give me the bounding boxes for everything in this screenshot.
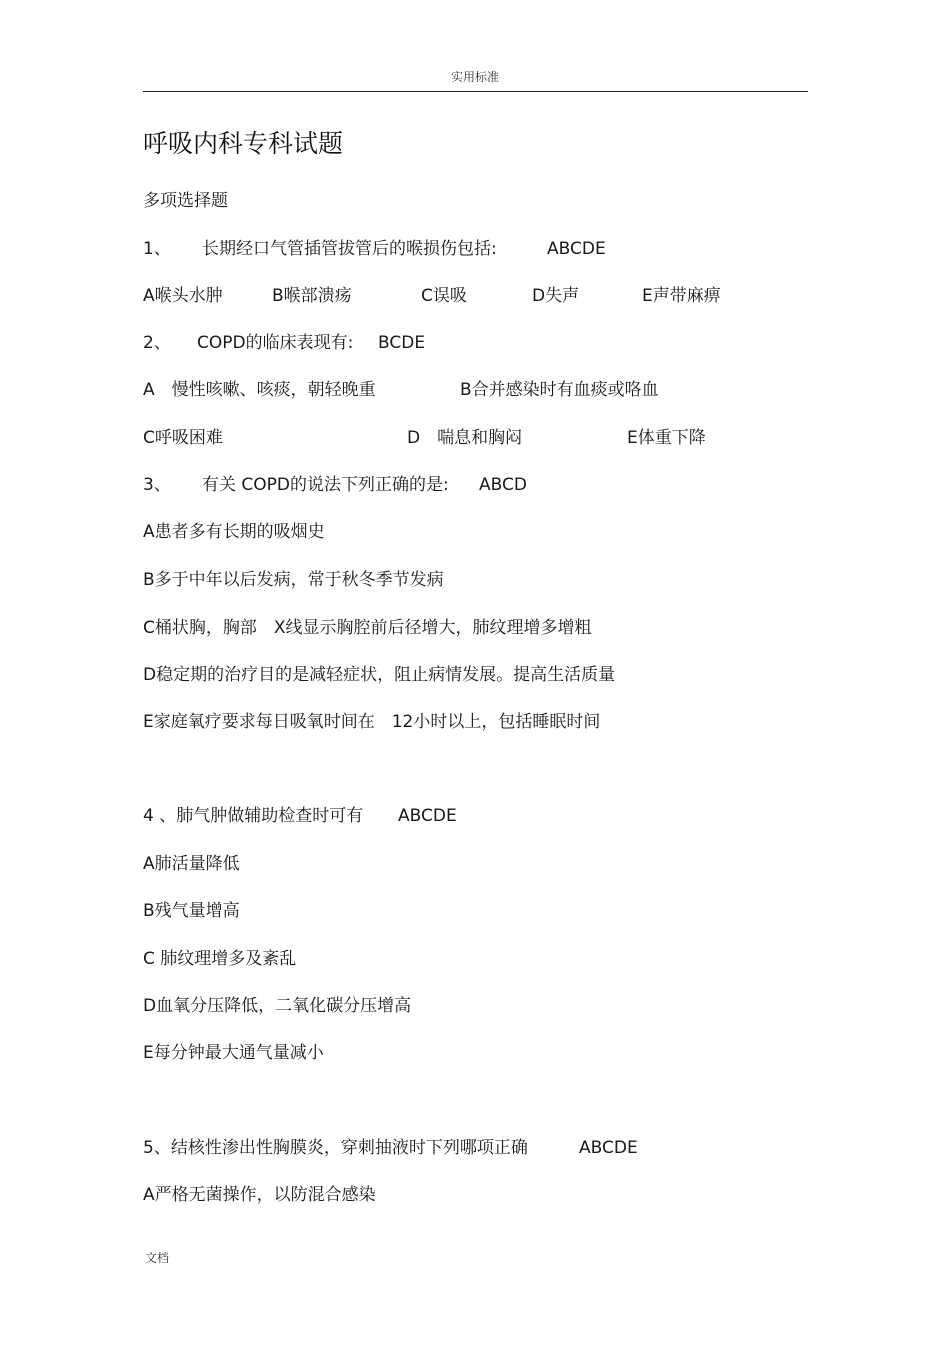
q3-option-b: B多于中年以后发病，常于秋冬季节发病 [143, 570, 444, 590]
q1-option-a: A喉头水肿 [143, 286, 223, 306]
q1-option-e: E声带麻痹 [642, 286, 721, 306]
section-heading: 多项选择题 [143, 191, 228, 211]
q1-option-d: D失声 [532, 286, 580, 306]
q1-answer: ABCDE [547, 239, 606, 259]
q4-text: 4 、肺气肿做辅助检查时可有 [143, 806, 364, 826]
q4-option-a: A肺活量降低 [143, 854, 240, 874]
q2-option-b: B合并感染时有血痰或咯血 [460, 380, 659, 400]
header-rule [143, 91, 808, 92]
q1-number: 1、 [143, 239, 171, 259]
q3-text: 有关 COPD的说法下列正确的是: [202, 475, 449, 495]
q4-option-d: D血氧分压降低，二氧化碳分压增高 [143, 996, 412, 1016]
q3-option-d: D稳定期的治疗目的是减轻症状，阻止病情发展。提高生活质量 [143, 665, 616, 685]
q1-text: 长期经口气管插管拔管后的喉损伤包括: [202, 239, 497, 259]
q2-option-d: D 喘息和胸闷 [407, 428, 523, 448]
q3-number: 3、 [143, 475, 171, 495]
q4-answer: ABCDE [398, 806, 457, 826]
q2-option-e: E体重下降 [627, 428, 706, 448]
q5-answer: ABCDE [579, 1138, 638, 1158]
q2-option-a: A 慢性咳嗽、咳痰，朝轻晚重 [143, 380, 376, 400]
page-title: 呼吸内科专科试题 [143, 129, 344, 158]
q5-option-a: A严格无菌操作，以防混合感染 [143, 1185, 376, 1205]
q2-text: COPD的临床表现有: [197, 333, 354, 353]
q2-option-c: C呼吸困难 [143, 428, 223, 448]
q2-number: 2、 [143, 333, 171, 353]
q4-option-b: B残气量增高 [143, 901, 240, 921]
q4-option-c: C 肺纹理增多及紊乱 [143, 949, 297, 969]
q2-answer: BCDE [378, 333, 426, 353]
page-footer: 文档 [145, 1251, 170, 1265]
q3-option-c: C桶状胸，胸部 X线显示胸腔前后径增大，肺纹理增多增粗 [143, 618, 592, 638]
page-header: 实用标准 [450, 70, 499, 84]
q4-option-e: E每分钟最大通气量减小 [143, 1043, 324, 1063]
q3-answer: ABCD [479, 475, 527, 495]
q1-option-c: C误吸 [421, 286, 467, 306]
q3-option-a: A患者多有长期的吸烟史 [143, 522, 325, 542]
q3-option-e: E家庭氧疗要求每日吸氧时间在 12小时以上，包括睡眠时间 [143, 712, 601, 732]
q1-option-b: B喉部溃疡 [272, 286, 352, 306]
q5-text: 5、结核性渗出性胸膜炎，穿刺抽液时下列哪项正确 [143, 1138, 528, 1158]
